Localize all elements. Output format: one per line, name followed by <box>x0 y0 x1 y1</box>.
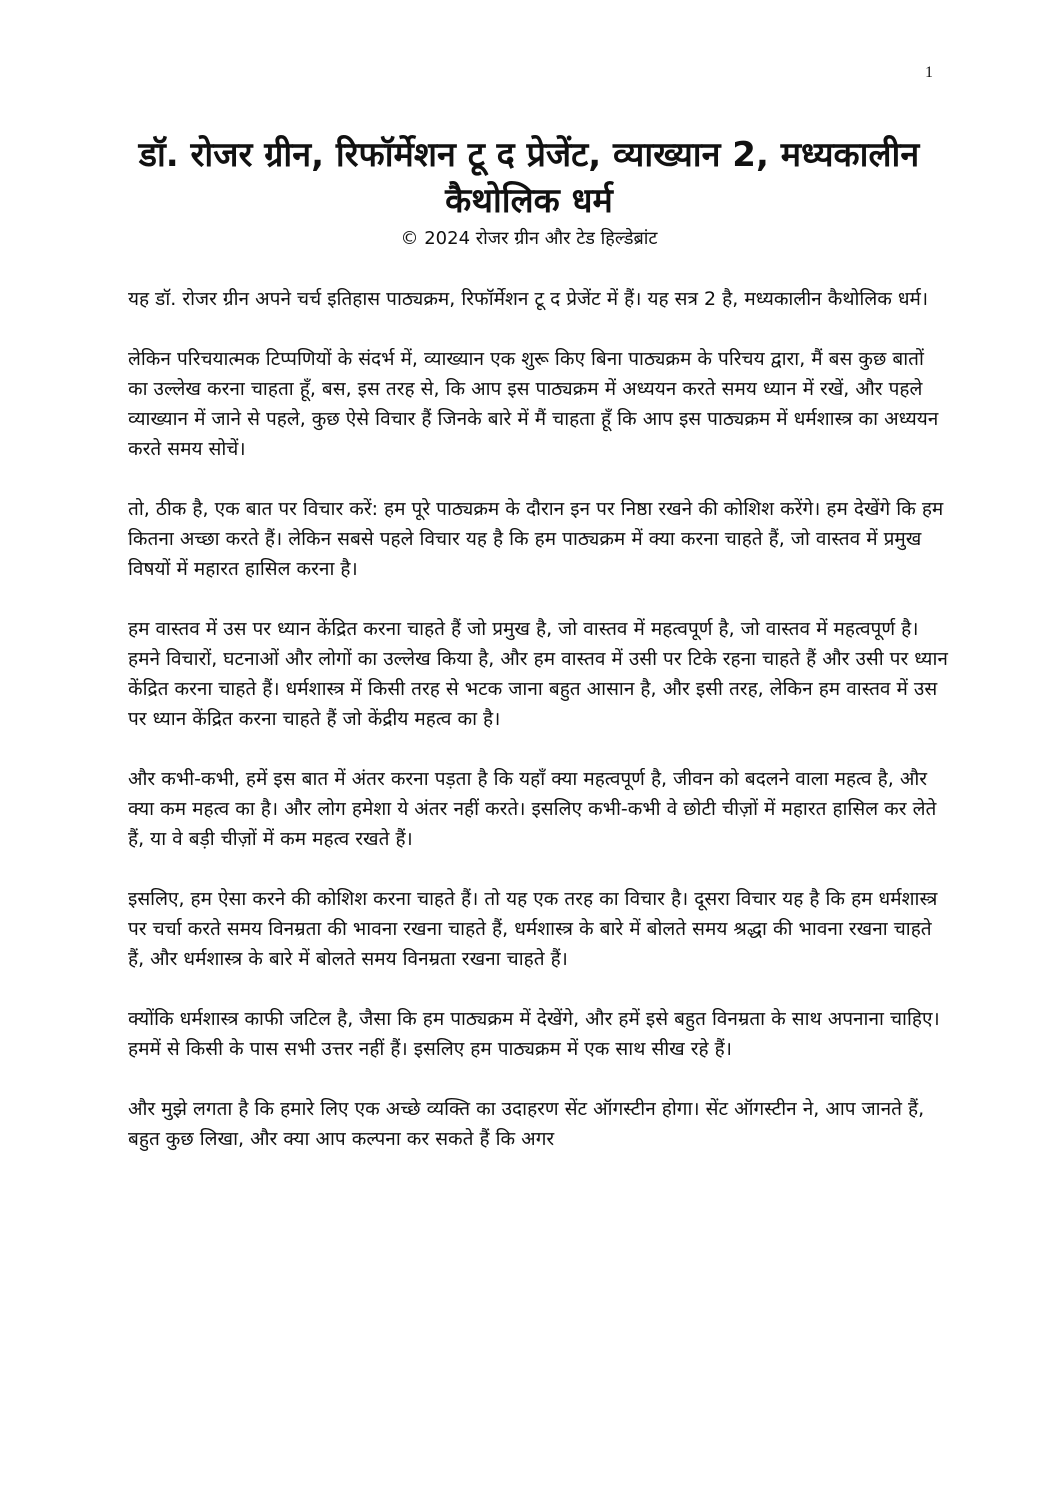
paragraph-5: और कभी-कभी, हमें इस बात में अंतर करना पड़ता है कि यहाँ क्या महत्वपूर्ण है, जीवन को बदलने वाला महत्व है, और क्या कम महत्व का है। और लोग हमेशा ये अंतर नहीं करते। इसलिए कभी-कभी वे छोटी चीज़ों में महारत हासिल कर लेते हैं, या वे बड़ी चीज़ों में कम महत्व रखते हैं। <box>128 768 937 850</box>
paragraph-2: लेकिन परिचयात्मक टिप्पणियों के संदर्भ में, व्याख्यान एक शुरू किए बिना पाठ्यक्रम के परिचय द्वारा, मैं बस कुछ बातों का उल्लेख करना चाहता हूँ, बस, इस तरह से, कि आप इस पाठ्यक्रम में अध्ययन करते समय ध्यान में रखें, और पहले व्याख्यान में जाने से पहले, कुछ ऐसे विचार हैं जिनके बारे में मैं चाहता हूँ कि आप इस पाठ्यक्रम में धर्मशास्त्र का अध्ययन करते समय सोचें। <box>128 348 939 460</box>
paragraph-7: क्योंकि धर्मशास्त्र काफी जटिल है, जैसा कि हम पाठ्यक्रम में देखेंगे, और हमें इसे बहुत विनम्रता के साथ अपनाना चाहिए। हममें से किसी के पास सभी उत्तर नहीं हैं। इसलिए हम पाठ्यक्रम में एक साथ सीख रहे हैं। <box>128 1008 940 1060</box>
page-number: 1 <box>925 64 933 81</box>
paragraph-3: तो, ठीक है, एक बात पर विचार करें: हम पूरे पाठ्यक्रम के दौरान इन पर निष्ठा रखने की कोशिश करेंगे। हम देखेंगे कि हम कितना अच्छा करते हैं। लेकिन सबसे पहले विचार यह है कि हम पाठ्यक्रम में क्या करना चाहते हैं, जो वास्तव में प्रमुख विषयों में महारत हासिल करना है। <box>128 498 944 580</box>
paragraph-1: यह डॉ. रोजर ग्रीन अपने चर्च इतिहास पाठ्यक्रम, रिफॉर्मेशन टू द प्रेजेंट में हैं। यह सत्र 2 है, मध्यकालीन कैथोलिक धर्म। <box>128 288 929 310</box>
paragraph-8: और मुझे लगता है कि हमारे लिए एक अच्छे व्यक्ति का उदाहरण सेंट ऑगस्टीन होगा। सेंट ऑगस्टीन ने, आप जानते हैं, बहुत कुछ लिखा, और क्या आप कल्पना कर सकते हैं कि अगर <box>128 1098 925 1150</box>
paragraph-4: हम वास्तव में उस पर ध्यान केंद्रित करना चाहते हैं जो प्रमुख है, जो वास्तव में महत्वपूर्ण है, जो वास्तव में महत्वपूर्ण है। हमने विचारों, घटनाओं और लोगों का उल्लेख किया है, और हम वास्तव में उसी पर टिके रहना चाहते हैं और उसी पर ध्यान केंद्रित करना चाहते हैं। धर्मशास्त्र में किसी तरह से भटक जाना बहुत आसान है, और इसी तरह, लेकिन हम वास्तव में उस पर ध्यान केंद्रित करना चाहते हैं जो केंद्रीय महत्व का है। <box>128 618 948 730</box>
body-text <box>128 284 948 1184</box>
title-block <box>110 132 948 252</box>
copyright-line: © 2024 रोजर ग्रीन और टेड हिल्डेब्रांट <box>400 228 658 249</box>
paragraph-6: इसलिए, हम ऐसा करने की कोशिश करना चाहते हैं। तो यह एक तरह का विचार है। दूसरा विचार यह है कि हम धर्मशास्त्र पर चर्चा करते समय विनम्रता की भावना रखना चाहते हैं, धर्मशास्त्र के बारे में बोलते समय श्रद्धा की भावना रखना चाहते हैं, और धर्मशास्त्र के बारे में बोलते समय विनम्रता रखना चाहते हैं। <box>128 888 938 970</box>
document-title: डॉ. रोजर ग्रीन, रिफॉर्मेशन टू द प्रेजेंट, व्याख्यान 2, मध्यकालीन कैथोलिक धर्म <box>138 135 920 221</box>
